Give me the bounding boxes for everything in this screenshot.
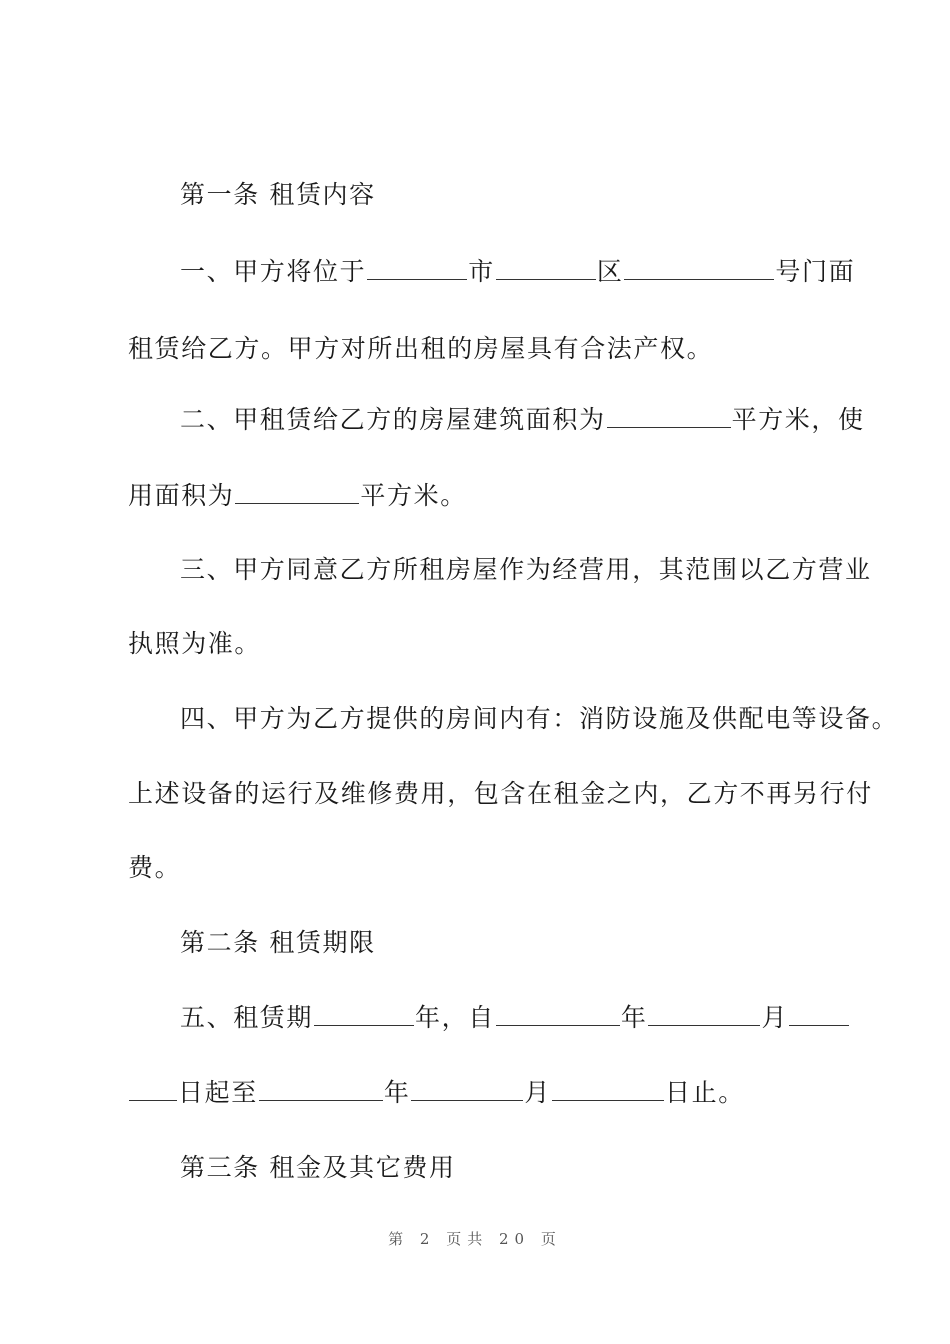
fill-blank-end-year (259, 1078, 383, 1101)
clause-1-line-2 (128, 331, 848, 367)
clause-3-line-2 (128, 626, 848, 662)
clause-4-line-3 (128, 850, 848, 886)
clause-2-line-1 (180, 402, 900, 438)
clause-text: 执照为准。 (128, 629, 262, 658)
clause-4-line-2 (128, 776, 873, 812)
heading-text: 第二条 租赁期限 (180, 928, 376, 957)
clause-text: 号门面 (775, 257, 856, 286)
page-footer (0, 1228, 950, 1249)
clause-text: 五、租赁期 (180, 1003, 314, 1032)
fill-blank-years (314, 1003, 414, 1026)
clause-text: 用面积为 (128, 481, 235, 510)
clause-text: 市 (468, 257, 495, 286)
clause-5-line-1 (180, 1000, 900, 1036)
clause-1-line-1 (180, 254, 900, 290)
heading-text: 第三条 租金及其它费用 (180, 1153, 456, 1182)
clause-text: 租赁给乙方。甲方对所出租的房屋具有合法产权。 (128, 334, 714, 363)
clause-text: 区 (596, 257, 624, 286)
fill-blank-end-day (552, 1078, 664, 1101)
fill-blank-start-day-cont (129, 1078, 177, 1101)
article-2-heading (180, 925, 900, 961)
article-3-heading (180, 1150, 900, 1186)
fill-blank-start-day (789, 1003, 849, 1026)
clause-text: 平方米。 (360, 481, 467, 510)
clause-text: 二、甲租赁给乙方的房屋建筑面积为 (180, 405, 606, 434)
fill-blank-start-month (648, 1003, 760, 1026)
fill-blank-start-year (496, 1003, 620, 1026)
clause-text: 平方米，使 (731, 405, 865, 434)
fill-blank-building-area (607, 405, 731, 428)
clause-5-line-2 (128, 1075, 848, 1111)
clause-text: 费。 (128, 853, 182, 882)
clause-text: 四、甲方为乙方提供的房间内有：消防设施及供配电等设备。 (180, 704, 899, 733)
clause-text: 年，自 (415, 1003, 495, 1032)
clause-4-line-1 (180, 701, 900, 737)
fill-blank-city (367, 257, 467, 280)
fill-blank-end-month (411, 1078, 523, 1101)
clause-text: 年 (620, 1003, 648, 1032)
clause-text: 日起至 (178, 1078, 258, 1107)
fill-blank-district (496, 257, 596, 280)
clause-2-line-2 (128, 478, 848, 514)
clause-text: 日止。 (665, 1078, 745, 1107)
fill-blank-number (624, 257, 774, 280)
page-number: 第 2 页共 20 页 (388, 1230, 562, 1248)
fill-blank-usable-area (235, 481, 359, 504)
clause-text: 月 (761, 1003, 789, 1032)
clause-text: 年 (383, 1078, 411, 1107)
clause-text: 一、甲方将位于 (180, 257, 367, 286)
clause-3-line-1 (180, 552, 900, 588)
clause-text: 月 (524, 1078, 552, 1107)
clause-text: 三、甲方同意乙方所租房屋作为经营用，其范围以乙方营业 (180, 555, 872, 584)
heading-text: 第一条 租赁内容 (180, 180, 376, 209)
article-1-heading (180, 177, 900, 213)
clause-text: 上述设备的运行及维修费用，包含在租金之内，乙方不再另行付 (128, 779, 873, 808)
